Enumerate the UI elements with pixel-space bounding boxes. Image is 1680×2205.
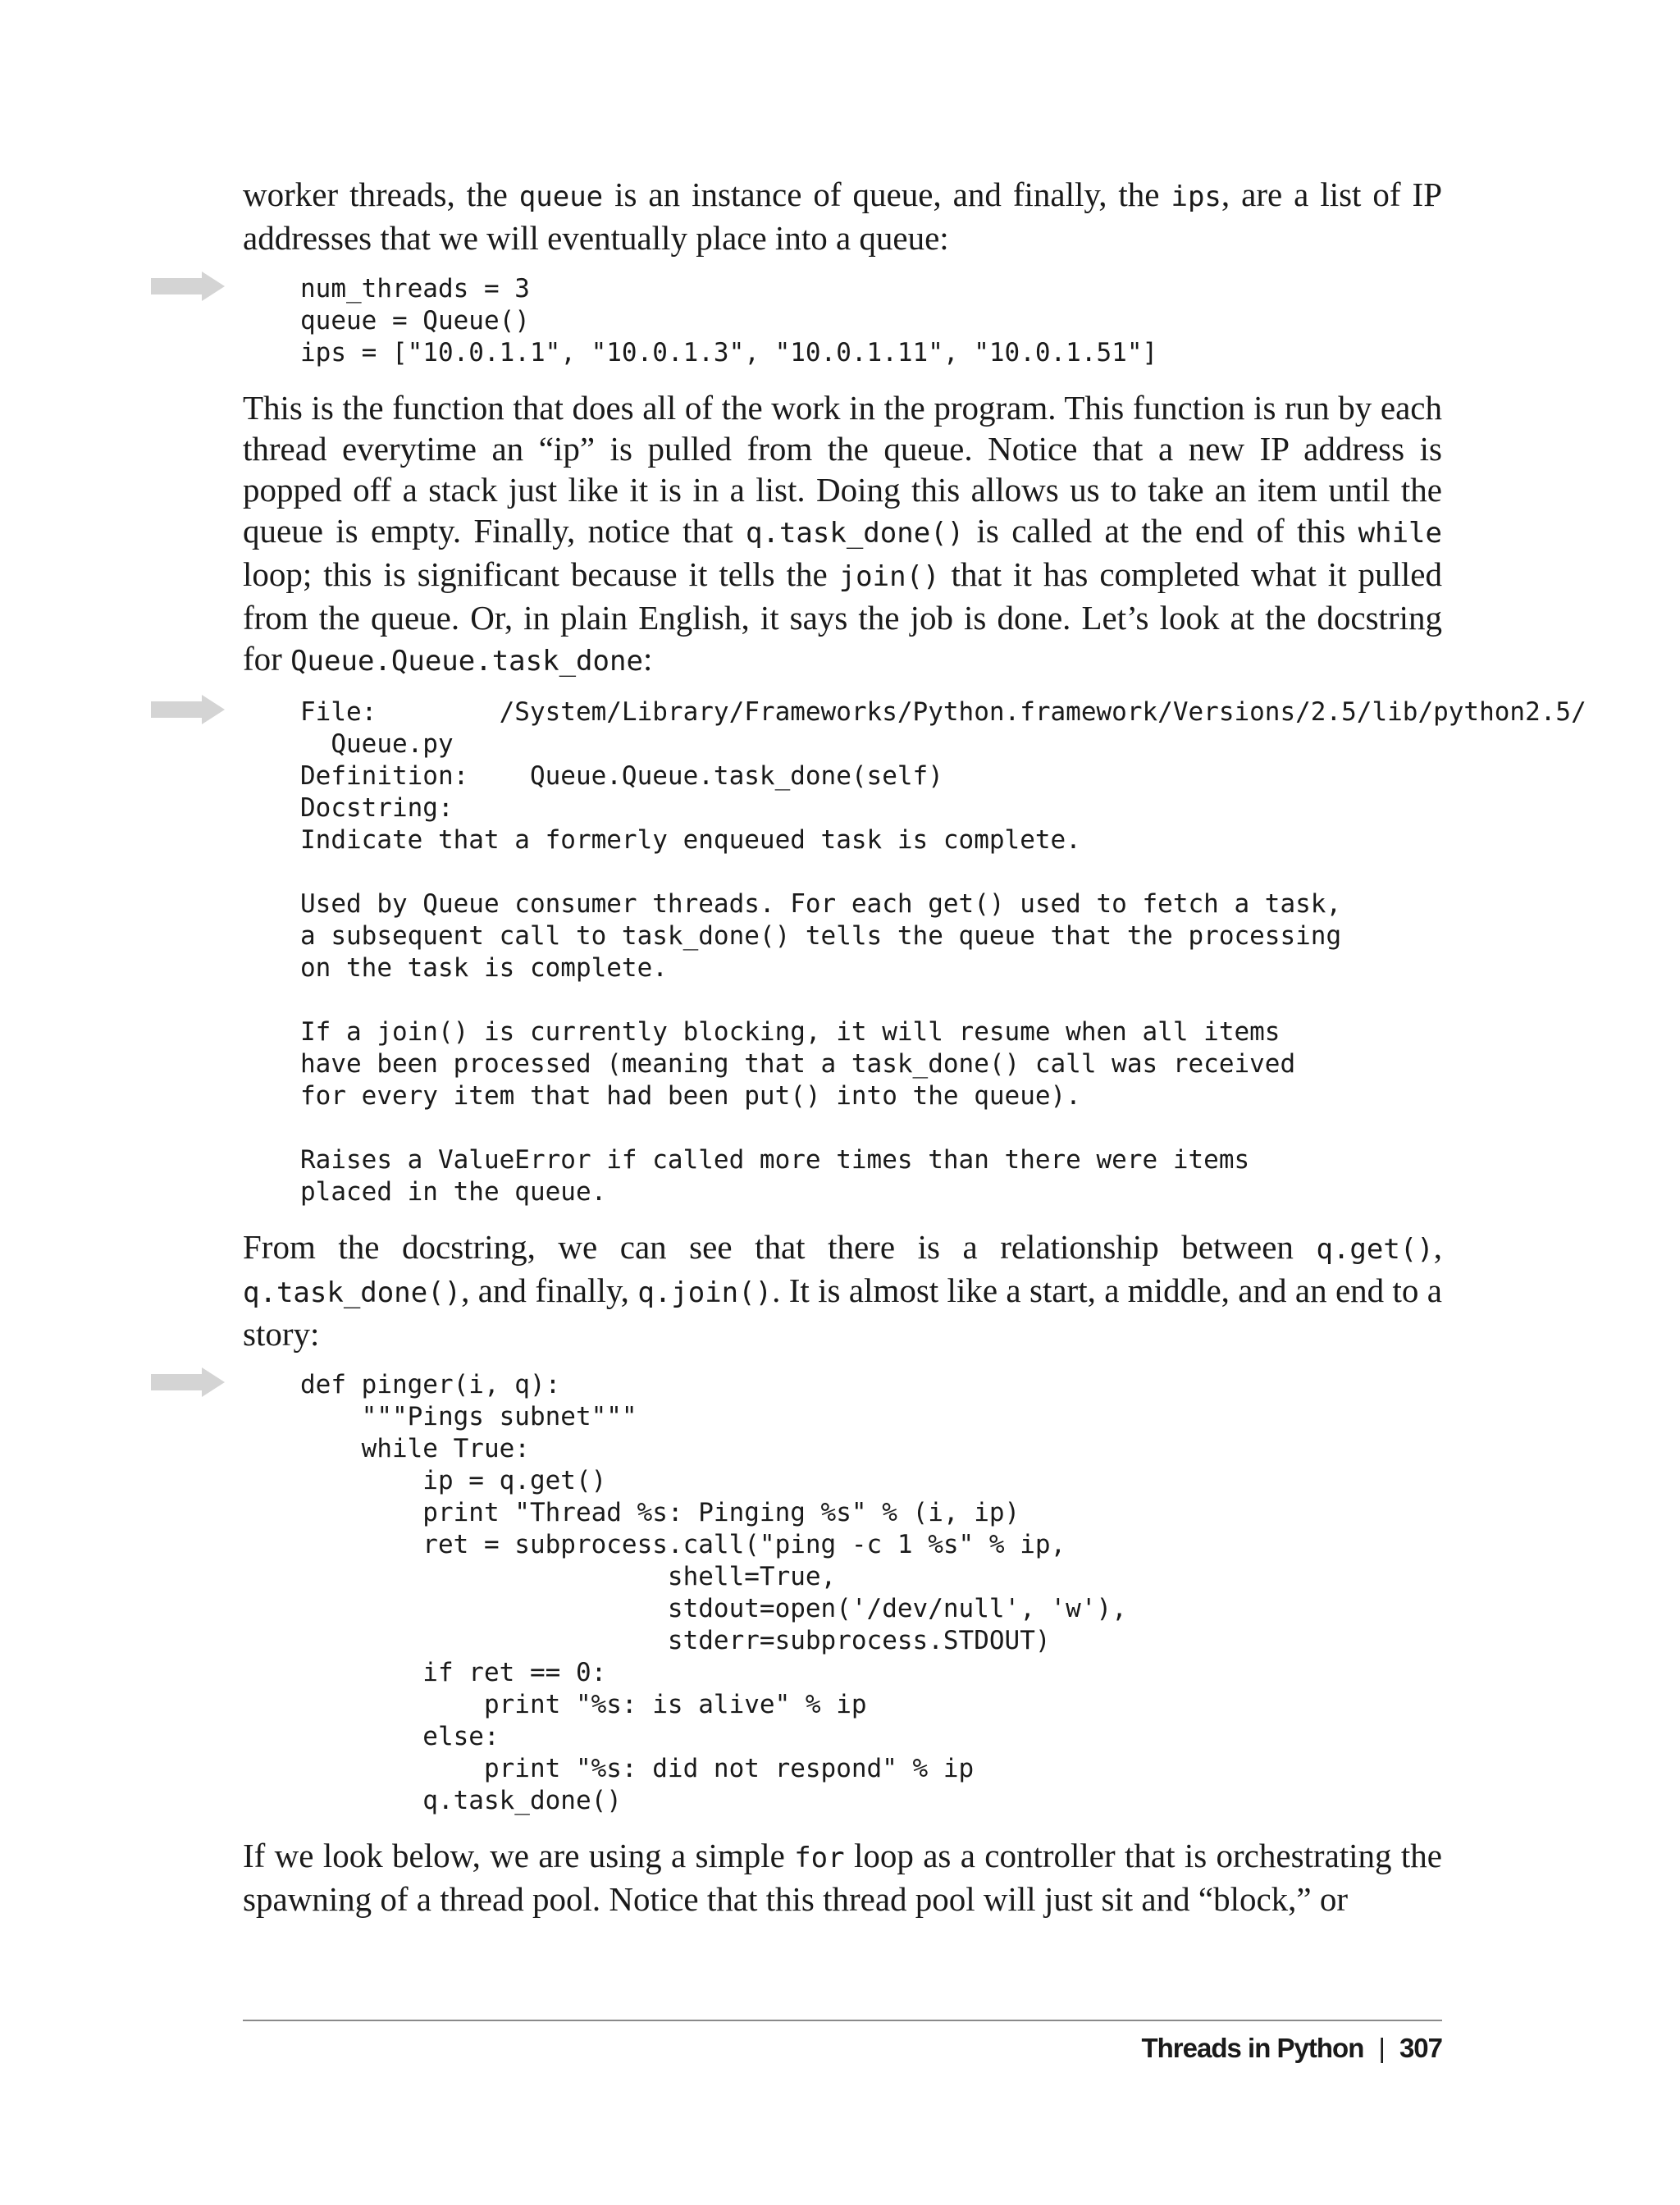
inline-code: Queue.Queue.task_done [290,645,643,678]
footer-separator: | [1378,2033,1385,2063]
code-block-docstring [243,696,1586,1208]
code-block-pinger [243,1369,1442,1817]
footer-divider [243,2020,1442,2021]
inline-code: join() [838,560,940,593]
page-footer [1141,2033,1442,2064]
paragraph-controller: If we look below, we are using a simple for loop as a controller that is orchestrating the spawning of a thread pool. Notice that this thread pool will just sit and “block,” or [243,1837,1442,1918]
inline-code: ips [1171,180,1221,213]
page-number: 307 [1399,2033,1442,2063]
paragraph-worker-function: This is the function that does all of the work in the program. This function is run by each thread everytime an “ip” is pulled from the queue. Notice that a new IP address is popped off a stack just like it is in a list. Doing this allows us to take an item until the queue is empty. Finally, notice that q.task_done() is called at the end of this while loop; this is significant because it tells the join() that it has completed what it pulled from the queue. Or, in plain English, it says the job is done. Let’s look at the docstring for Queue.Queue.task_done: [243,389,1442,678]
margin-arrow-icon [151,695,225,724]
inline-code: q.join() [637,1276,773,1309]
running-section-title: Threads in Python [1141,2033,1364,2063]
margin-arrow-icon [151,1367,225,1397]
code-text: def pinger(i, q): """Pings subnet""" while True: ip = q.get() print "Thread %s: Pinging %s" % (i, ip) ret = subprocess.call("ping -c 1 %s" % ip, shell=True, stdout=open('/dev/null', 'w'), stderr=subprocess.STDOUT) if ret == 0: print "%s: is alive" % ip else: print "%s: did not respond" % ip q.task_done() [300,1370,1127,1815]
inline-code: for [794,1842,845,1874]
code-block-setup [243,273,1442,369]
margin-arrow-icon [151,272,225,301]
code-text: num_threads = 3 queue = Queue() ips = ["10.0.1.1", "10.0.1.3", "10.0.1.11", "10.0.1.51"] [300,274,1158,368]
inline-code: q.task_done() [746,517,965,550]
inline-code: while [1358,517,1442,550]
inline-code: q.task_done() [243,1276,462,1309]
paragraph-intro: worker threads, the queue is an instance of queue, and finally, the ips, are a list of IP addresses that we will eventually place into a queue: [243,176,1443,257]
inline-code: queue [518,180,604,213]
code-text: File: /System/Library/Frameworks/Python.framework/Versions/2.5/lib/python2.5/ Queue.py Definition: Queue.Queue.task_done(self) Docstring: Indicate that a formerly enqueued task is complete. Used by Queue consumer threads. For each get() used to fetch a task, a subsequent call to task_done() tells the queue that the processing on the task is complete. If a join() is currently blocking, it will resume when all items have been processed (meaning that a task_done() call was received for every item that had been put() into the queue). Raises a ValueError if called more times than there were items placed in the queue. [300,697,1586,1207]
page-content [243,174,1586,1920]
inline-code: q.get() [1316,1233,1434,1266]
paragraph-relationship: From the docstring, we can see that there is a relationship between q.get(), q.task_done(), and finally, q.join(). It is almost like a start, a middle, and an end to a story: [243,1228,1442,1353]
